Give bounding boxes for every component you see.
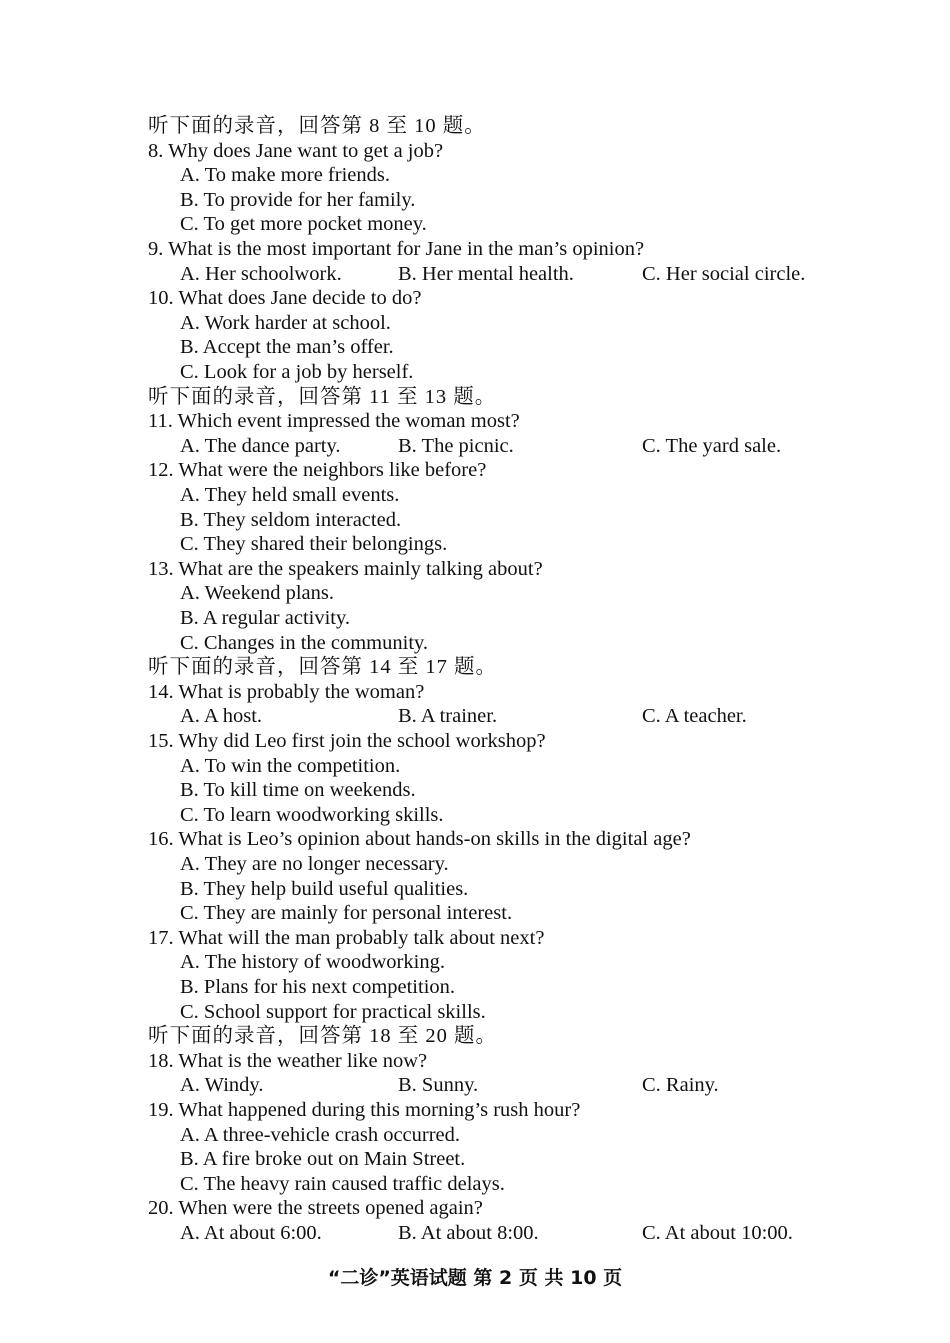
answer-option: A. A three-vehicle crash occurred. xyxy=(180,1123,461,1146)
answer-option: B. Her mental health. xyxy=(398,262,574,285)
option-row xyxy=(180,704,880,728)
question-stem: 20. When were the streets opened again? xyxy=(148,1197,483,1220)
answer-option: B. At about 8:00. xyxy=(398,1222,539,1244)
answer-option: C. Look for a job by herself. xyxy=(180,361,414,383)
answer-option: A. To make more friends. xyxy=(180,164,390,187)
answer-option: B. The picnic. xyxy=(398,434,514,457)
section-header: 听下面的录音，回答第 18 至 20 题。 xyxy=(148,1025,497,1048)
answer-option: B. A fire broke out on Main Street. xyxy=(180,1148,466,1171)
answer-option: B. Accept the man’s offer. xyxy=(180,336,394,359)
question-stem: 10. What does Jane decide to do? xyxy=(148,287,422,310)
question-stem: 8. Why does Jane want to get a job? xyxy=(148,139,444,162)
question-stem: 18. What is the weather like now? xyxy=(148,1049,428,1072)
answer-option: B. To provide for her family. xyxy=(180,188,416,211)
answer-option: A. The dance party. xyxy=(180,434,341,457)
question-stem: 14. What is probably the woman? xyxy=(148,680,425,703)
section-header: 听下面的录音，回答第 8 至 10 题。 xyxy=(148,115,486,137)
answer-option: A. A host. xyxy=(180,705,263,728)
question-stem: 17. What will the man probably talk about next? xyxy=(148,926,545,949)
answer-option: A. They held small events. xyxy=(180,484,400,506)
answer-option: A. Windy. xyxy=(180,1074,264,1097)
question-stem: 15. Why did Leo first join the school workshop? xyxy=(148,730,546,752)
answer-option: C. They shared their belongings. xyxy=(180,533,448,556)
answer-option: C. Rainy. xyxy=(642,1074,719,1097)
answer-option: A. At about 6:00. xyxy=(180,1222,322,1244)
section-header: 听下面的录音，回答第 11 至 13 题。 xyxy=(148,385,497,408)
question-stem: 9. What is the most important for Jane in the man’s opinion? xyxy=(148,238,645,260)
answer-option: B. Sunny. xyxy=(398,1074,479,1097)
answer-option: B. They seldom interacted. xyxy=(180,508,402,531)
answer-option: C. A teacher. xyxy=(642,705,747,728)
question-stem: 11. Which event impressed the woman most? xyxy=(148,410,520,433)
answer-option: A. They are no longer necessary. xyxy=(180,853,449,875)
answer-option: A. Her schoolwork. xyxy=(180,262,342,285)
answer-option: B. They help build useful qualities. xyxy=(180,877,469,900)
answer-option: B. A regular activity. xyxy=(180,607,351,629)
answer-option: A. Weekend plans. xyxy=(180,582,334,605)
answer-option: A. Work harder at school. xyxy=(180,311,391,334)
answer-option: B. A trainer. xyxy=(398,705,498,728)
option-row xyxy=(180,262,880,286)
section-header: 听下面的录音，回答第 14 至 17 题。 xyxy=(148,656,497,679)
question-stem: 13. What are the speakers mainly talking about? xyxy=(148,557,543,580)
answer-option: A. To win the competition. xyxy=(180,754,401,777)
answer-option: C. To learn woodworking skills. xyxy=(180,803,444,826)
answer-option: C. The yard sale. xyxy=(642,434,782,457)
question-stem: 16. What is Leo’s opinion about hands-on skills in the digital age? xyxy=(148,828,691,851)
option-row xyxy=(180,1073,880,1097)
question-stem: 12. What were the neighbors like before? xyxy=(148,459,487,482)
answer-option: C. Her social circle. xyxy=(642,262,806,285)
answer-option: A. The history of woodworking. xyxy=(180,951,445,974)
question-stem: 19. What happened during this morning’s rush hour? xyxy=(148,1099,581,1121)
answer-option: C. They are mainly for personal interest. xyxy=(180,902,513,925)
option-row xyxy=(180,1221,880,1245)
option-row xyxy=(180,434,880,458)
answer-option: B. To kill time on weekends. xyxy=(180,779,416,802)
page-footer: “二诊”英语试题 第 2 页 共 10 页 xyxy=(327,1267,623,1289)
answer-option: B. Plans for his next competition. xyxy=(180,976,456,998)
answer-option: C. To get more pocket money. xyxy=(180,213,427,236)
answer-option: C. At about 10:00. xyxy=(642,1222,793,1244)
answer-option: C. Changes in the community. xyxy=(180,631,429,654)
answer-option: C. School support for practical skills. xyxy=(180,1000,486,1023)
answer-option: C. The heavy rain caused traffic delays. xyxy=(180,1172,505,1195)
